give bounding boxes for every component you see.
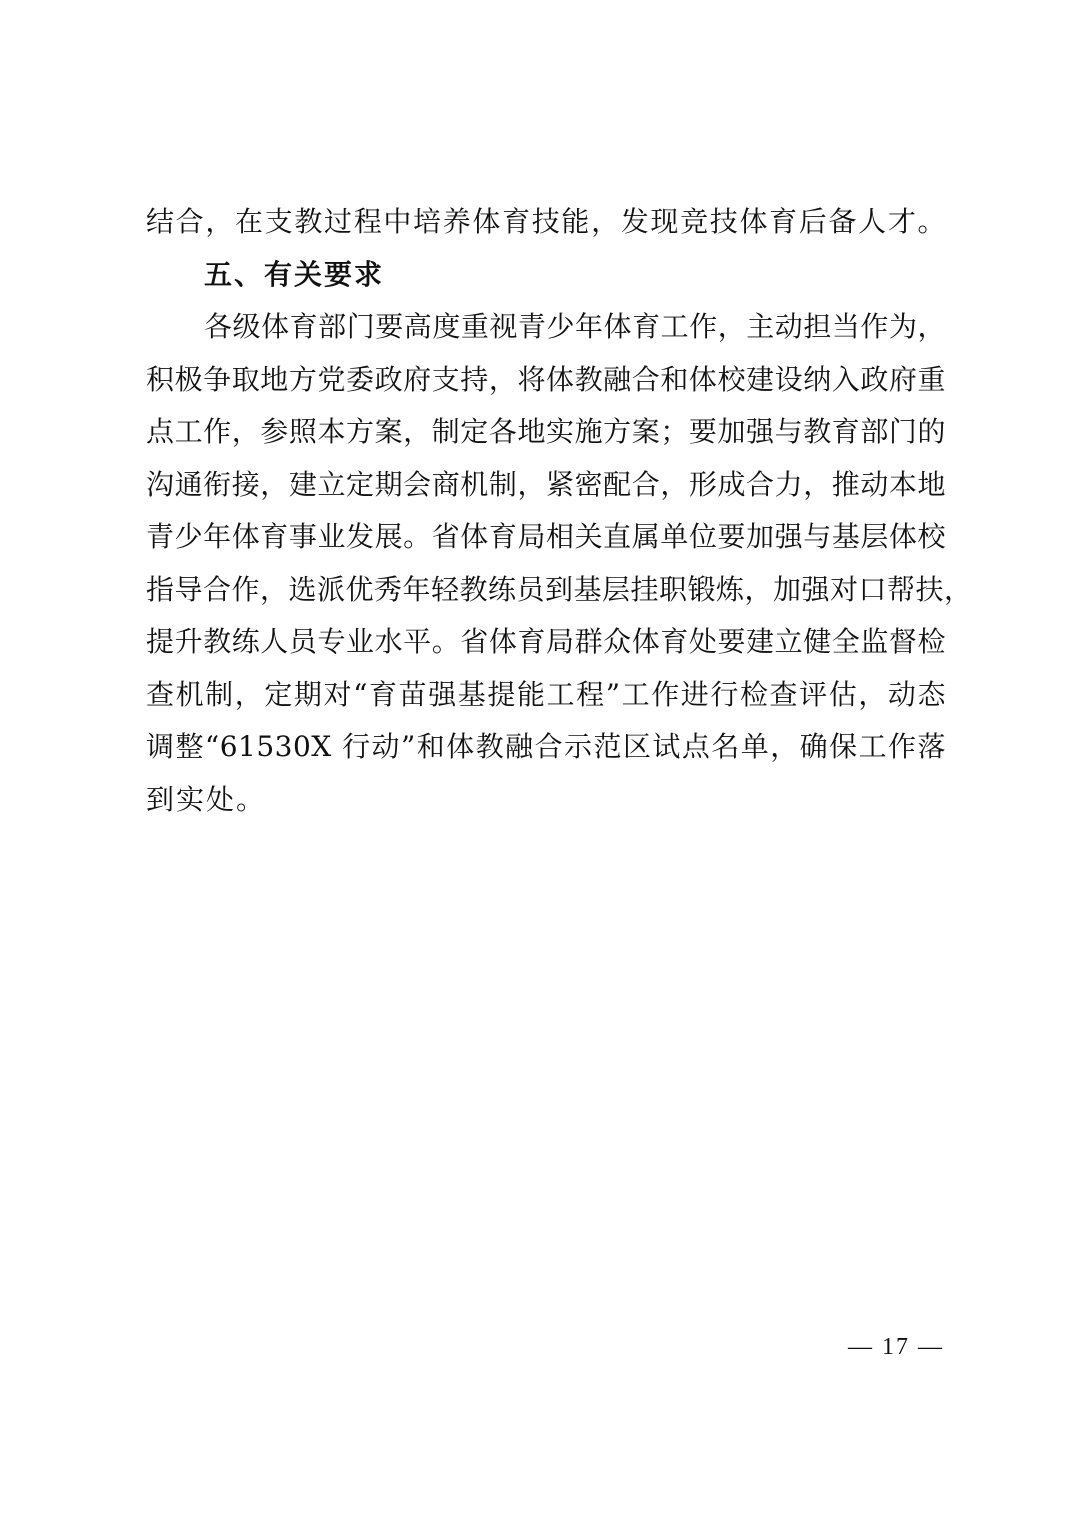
text-line: 结合，在支教过程中培养体育技能，发现竞技体育后备人才。 [146,205,946,238]
text-line: 查机制，定期对“育苗强基提能工程”工作进行检查评估，动态 [146,677,946,711]
text-line: 指导合作，选派优秀年轻教练员到基层挂职锻炼，加强对口帮扶， [146,572,973,606]
text-line: 积极争取地方党委政府支持，将体教融合和体校建设纳入政府重 [146,362,946,396]
text-line: 青少年体育事业发展。省体育局相关直属单位要加强与基层体校 [146,520,946,553]
section-heading: 五、有关要求 [204,257,385,291]
page-number: — 17 — [848,1334,944,1360]
text-line: 提升教练人员专业水平。省体育局群众体育处要建立健全监督检 [146,625,946,658]
text-line: 点工作，参照本方案，制定各地实施方案；要加强与教育部门的 [146,415,946,448]
text-line: 到实处。 [146,782,267,816]
text-line: 沟通衔接，建立定期会商机制，紧密配合，形成合力，推动本地 [146,467,946,501]
text-line: 调整“61530X 行动”和体教融合示范区试点名单，确保工作落 [146,730,946,763]
body-text [146,196,973,826]
text-line: 各级体育部门要高度重视青少年体育工作，主动担当作为， [204,310,946,343]
